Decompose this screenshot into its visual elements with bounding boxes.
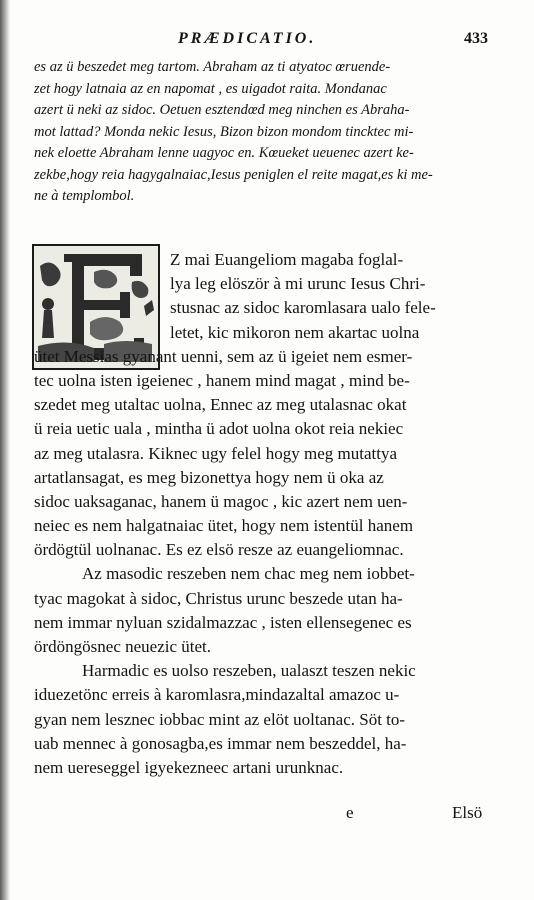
- italic-line: zet hogy latnaia az en napomat , es uigadot raita. Mondanac: [34, 80, 387, 97]
- body-line: iduezetönc erreis à karomlasra,mindazaltal amazoc u-: [34, 685, 400, 705]
- body-line: Az masodic reszeben nem chac meg nem iobbet-: [82, 564, 415, 584]
- body-line: ütet Messias gyanant uenni, sem az ü igeiet nem esmer-: [34, 346, 413, 366]
- italic-line: azert ü neki az sidoc. Oetuen esztendœd meg ninchen es Abraha-: [34, 102, 410, 118]
- italic-line: mot lattad? Monda nekic Iesus, Bizon bizon mondom tincktec mi-: [34, 123, 414, 140]
- italic-line: ne à templombol.: [34, 188, 135, 204]
- italic-gospel-passage: [34, 57, 504, 208]
- body-line: szedet meg utaltac uolna, Ennec az meg utalasnac okat: [34, 395, 407, 415]
- body-line: nem uereseggel igyekezneec artani urunknac.: [34, 757, 344, 777]
- signature-mark: e: [346, 803, 354, 822]
- body-line: az meg utalasra. Kiknec ugy felel hogy meg mutattya: [34, 443, 398, 463]
- body-line: sidoc uaksaganac, hanem ü magoc , kic azert nem uen-: [34, 491, 408, 511]
- body-line: artatlansagat, es meg bizonettya hogy nem ü oka az: [34, 467, 384, 487]
- italic-line: zekbe,hogy reia hagygalnaiac,Iesus peniglen el reite magat,es ki me-: [34, 166, 433, 183]
- body-line: lya leg elöször à mi urunc Iesus Chri-: [170, 274, 426, 294]
- italic-line: nek eloette Abraham lenne uagyoc en. Kœueket ueuenec azert ke-: [34, 145, 414, 161]
- page-footer: [0, 803, 534, 829]
- page-number: 433: [464, 30, 488, 47]
- body-line: ördögtül uolnanac. Es ez elsö resze az euangeliomnac.: [34, 540, 404, 560]
- body-line: tyac magokat à sidoc, Christus urunc beszede utan ha-: [34, 588, 403, 608]
- body-line: gyan nem lesznec iobbac mint az elöt uoltanac. Söt to-: [34, 709, 406, 729]
- body-line: stusnac az sidoc karomlasara ualo fele-: [170, 298, 436, 318]
- body-line: ü reia uetic uala , mintha ü adot uolna okot reia nekiec: [34, 419, 404, 439]
- body-line: Z mai Euangeliom magaba foglal-: [170, 250, 404, 269]
- body-line: letet, kic mikoron nem akartac uolna: [170, 322, 420, 342]
- sermon-body: [34, 248, 502, 780]
- body-line: Harmadic es uolso reszeben, ualaszt teszen nekic: [82, 661, 416, 681]
- italic-line: es az ü beszedet meg tartom. Abraham az ti atyatoc œruende-: [34, 59, 391, 75]
- binding-shadow: [0, 0, 10, 900]
- body-line: nem immar nyluan szidalmazzac , isten ellensegenec es: [34, 612, 412, 632]
- page-header: [0, 30, 534, 50]
- running-head: PRÆDICATIO.: [178, 30, 317, 47]
- body-line: ördöngösnec neuezic ütet.: [34, 637, 212, 656]
- body-line: tec uolna isten igeienec , hanem mind magat , mind be-: [34, 370, 410, 390]
- catchword: Elsö: [452, 803, 483, 822]
- body-line: uab mennec à gonosagba,es immar nem beszeddel, ha-: [34, 733, 407, 753]
- body-line: neiec es nem halgatnaiac ütet, hogy nem istentül hanem: [34, 516, 414, 536]
